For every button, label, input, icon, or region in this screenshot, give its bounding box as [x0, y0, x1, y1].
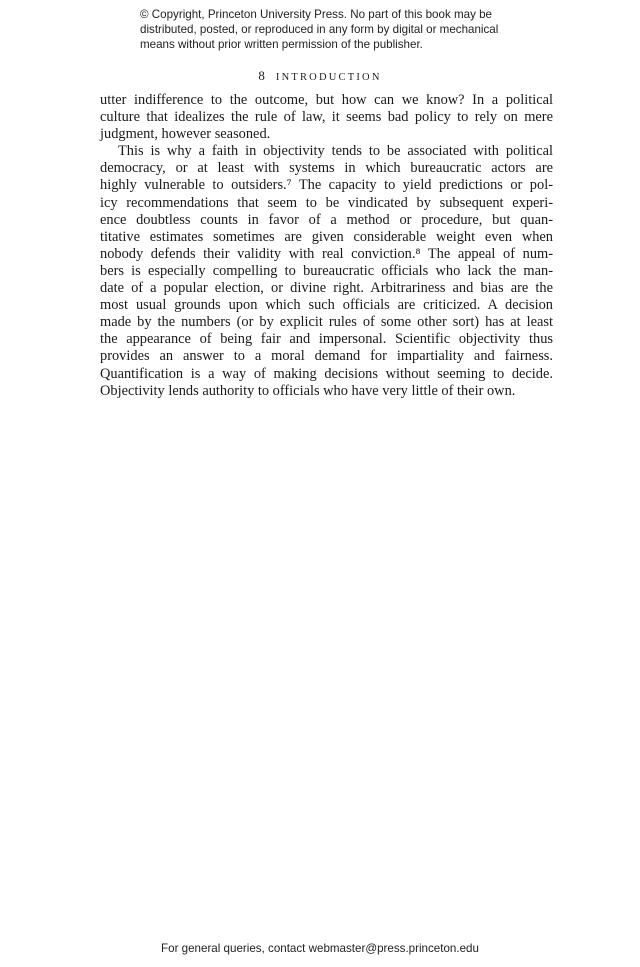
copyright-notice [140, 7, 530, 52]
section-title: INTRODUCTION [275, 72, 382, 83]
page-number: 8 [258, 68, 265, 83]
text-line: made by the numbers (or by explicit rules of some other sort) has at least [100, 314, 553, 331]
paragraph [100, 143, 553, 399]
text-line: This is why a faith in objectivity tends to be associated with political [118, 143, 553, 160]
text-line: the appearance of being fair and impersonal. Scientific objectivity thus [100, 331, 553, 348]
text-line: most usual grounds upon which such officials are criticized. A decision [100, 297, 553, 314]
text-line: titative estimates sometimes are given considerable weight even when [100, 228, 553, 245]
text-line: judgment, however seasoned. [100, 126, 271, 143]
text-line: highly vulnerable to outsiders.⁷ The capacity to yield predictions or pol- [100, 177, 553, 194]
text-line: utter indifference to the outcome, but how can we know? In a political [100, 92, 553, 108]
text-line: ence doubtless counts in favor of a method or procedure, but quan- [100, 211, 553, 228]
text-line: culture that idealizes the rule of law, it seems bad policy to rely on mere [100, 109, 553, 126]
text-line: bers is especially compelling to bureaucratic officials who lack the man- [100, 262, 553, 279]
footer-contact: For general queries, contact webmaster@press.princeton.edu [161, 942, 479, 955]
copyright-line: distributed, posted, or reproduced in any form by digital or mechanical [140, 23, 499, 36]
text-line: democracy, or at least with systems in which bureaucratic actors are [100, 160, 553, 177]
text-line: nobody defends their validity with real conviction.⁸ The appeal of num- [100, 245, 553, 262]
copyright-line: means without prior written permission of the publisher. [140, 38, 423, 51]
text-line: icy recommendations that seem to be vindicated by subsequent experi- [100, 194, 553, 211]
running-head [0, 68, 640, 84]
body-text [100, 92, 553, 400]
text-line: Quantification is a way of making decisions without seeming to decide. [100, 365, 553, 382]
paragraph [100, 92, 553, 143]
text-line: date of a popular election, or divine right. Arbitrariness and bias are the [100, 280, 553, 297]
text-line: provides an answer to a moral demand for impartiality and fairness. [100, 348, 553, 365]
copyright-line: © Copyright, Princeton University Press. No part of this book may be [140, 8, 492, 21]
text-line: Objectivity lends authority to officials who have very little of their own. [100, 382, 516, 399]
